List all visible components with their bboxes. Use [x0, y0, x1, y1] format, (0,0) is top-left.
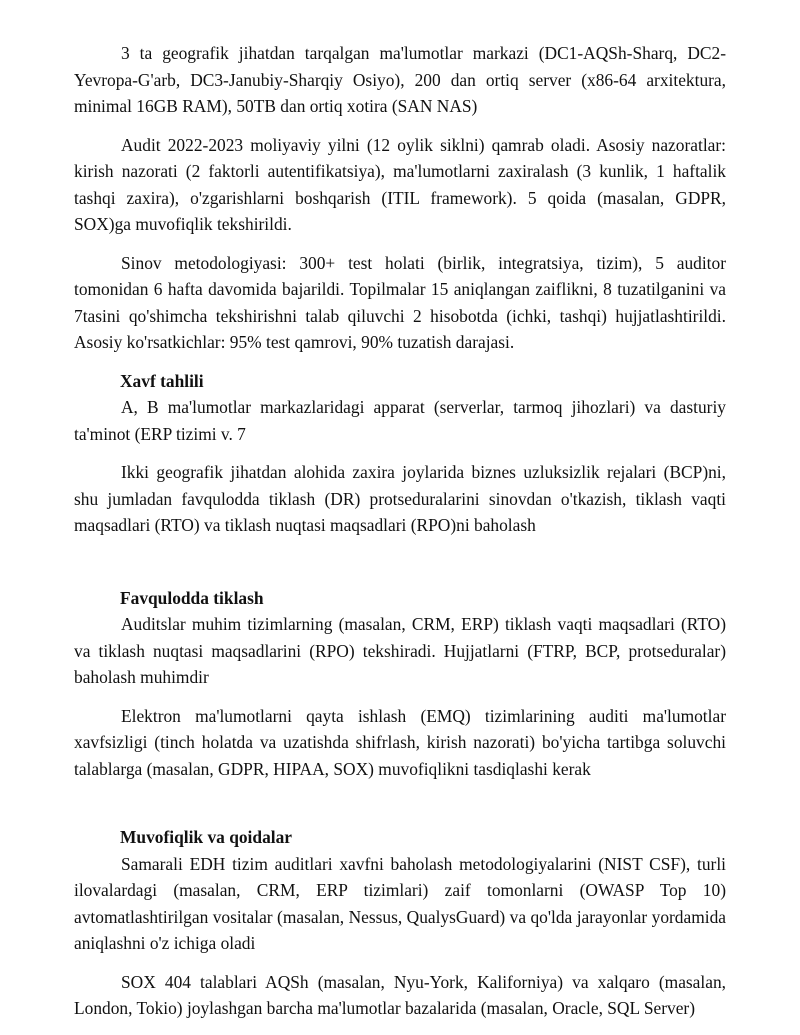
- paragraph-hardware-software: A, B ma'lumotlar markazlaridagi apparat (serverlar, tarmoq jihozlari) va dasturiy ta'minot (ERP tizimi v. 7: [74, 397, 726, 444]
- section-spacer: [74, 782, 726, 824]
- paragraph-bcp-testing: Ikki geografik jihatdan alohida zaxira joylarida biznes uzluksizlik rejalari (BCP)ni, shu jumladan favqulodda tiklash (DR) protseduralarini sinovdan o'tkazish, tiklash vaqti maqsadlari (RTO) va tiklash nuqtasi maqsadlari (RPO)ni baholash: [74, 462, 726, 535]
- paragraph-audit-scope: Audit 2022-2023 moliyaviy yilni (12 oylik siklni) qamrab oladi. Asosiy nazoratlar: kirish nazorati (2 faktorli autentifikatsiya), ma'lumotlarni zaxiralash (3 kunlik, 1 haftalik tashqi zaxira), o'zgarishlarni boshqarish (ITIL framework). 5 qoida (masalan, GDPR, SOX)ga muvofiqlik tekshirildi.: [74, 134, 726, 234]
- paragraph-sox-404: SOX 404 talablari AQSh (masalan, Nyu-York, Kaliforniya) va xalqaro (masalan, London, Tokio) joylashgan barcha ma'lumotlar bazalarida (masalan, Oracle, SQL Server): [74, 971, 726, 1018]
- heading-risk-analysis: Xavf tahlili: [120, 370, 204, 391]
- section-spacer: [74, 539, 726, 585]
- heading-disaster-recovery: Favqulodda tiklash: [120, 587, 264, 608]
- paragraph-data-centers: 3 ta geografik jihatdan tarqalgan ma'lumotlar markazi (DC1-AQSh-Sharq, DC2-Yevropa-G'arb, DC3-Janubiy-Sharqiy Osiyo), 200 dan ortiq server (x86-64 arxitektura, minimal 16GB RAM), 50TB dan ortiq xotira (SAN NAS): [74, 43, 726, 116]
- paragraph-emq-audit: Elektron ma'lumotlarni qayta ishlash (EMQ) tizimlarining auditi ma'lumotlar xavfsizligi (tinch holatda va uzatishda shifrlash, kirish nazorati) bo'yicha tartibga soluvchi talablarga (masalan, GDPR, HIPAA, SOX) muvofiqlikni tasdiqlashi kerak: [74, 705, 726, 779]
- paragraph-test-methodology: Sinov metodologiyasi: 300+ test holati (birlik, integratsiya, tizim), 5 auditor tomonidan 6 hafta davomida bajarildi. Topilmalar 15 aniqlangan zaiflikni, 8 tuzatilganini va 7tasini qo'shimcha tekshirishni talab qiluvchi 2 hisobotda (ichki, tashqi) hujjatlashtirildi. Asosiy ko'rsatkichlar: 95% test qamrovi, 90% tuzatish darajasi.: [74, 252, 726, 352]
- paragraph-rto-rpo-audit: Auditslar muhim tizimlarning (masalan, CRM, ERP) tiklash vaqti maqsadlari (RTO) va tiklash nuqtasi maqsadlarini (RPO) tekshiradi. Hujjatlarni (FTRP, BCP, protseduralar) baholash muhimdir: [74, 614, 726, 687]
- paragraph-risk-methodology: Samarali EDH tizim auditlari xavfni baholash metodologiyalarini (NIST CSF), turli ilovalardagi (masalan, CRM, ERP tizimlari) zaif tomonlarni (OWASP Top 10) avtomatlashtirilgan vositalar (masalan, Nessus, QualysGuard) va qo'lda jarayonlar yordamida aniqlashni o'z ichiga oladi: [74, 853, 726, 953]
- heading-compliance: Muvofiqlik va qoidalar: [120, 827, 293, 847]
- document-page: [74, 40, 726, 1022]
